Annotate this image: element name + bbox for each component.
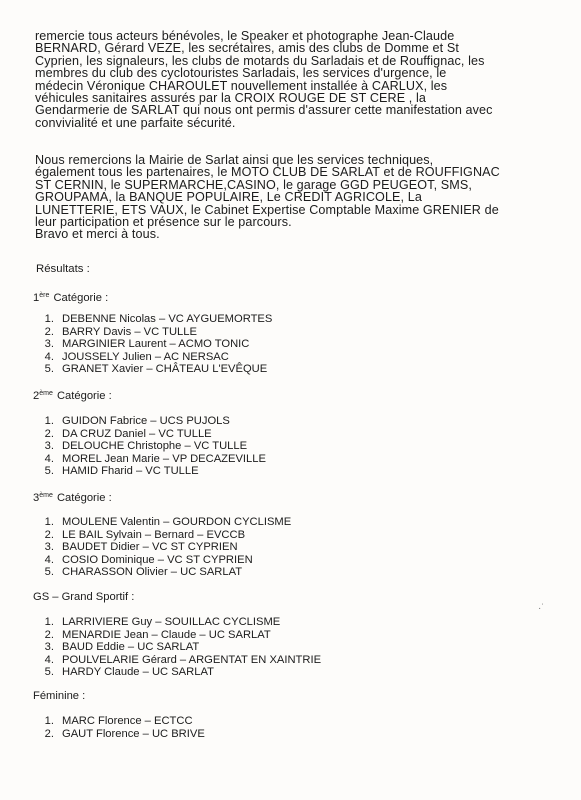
category-ordinal: ème (39, 492, 53, 499)
list-item (36, 338, 272, 351)
text-line: LUNETTERIE, ETS VAUX, le Cabinet Expertise Comptable Maxime GRENIER de (35, 202, 499, 217)
category-label: Catégorie : (53, 492, 112, 504)
list-item (36, 616, 321, 629)
rank-number: 5. (44, 566, 54, 579)
list-item (36, 428, 266, 441)
category-results-list (36, 715, 205, 740)
rider-entry: DEBENNE Nicolas – VC AYGUEMORTES (62, 313, 273, 325)
category-label: GS – Grand Sportif : (33, 591, 135, 603)
list-item (36, 351, 272, 364)
category-heading (33, 289, 108, 305)
text-line: Gendarmerie de SARLAT qui nous ont permis d'assurer cette manifestation avec (35, 103, 493, 118)
category-results-list (36, 616, 321, 679)
rider-entry: MENARDIE Jean – Claude – UC SARLAT (62, 628, 271, 641)
text-line: ST CERNIN, le SUPERMARCHE,CASINO, le garage GGD PEUGEOT, SMS, (35, 177, 472, 192)
rider-entry: MOREL Jean Marie – VP DECAZEVILLE (62, 452, 266, 465)
category-ordinal: ème (39, 390, 53, 397)
rider-entry: DELOUCHE Christophe – VC TULLE (62, 440, 248, 453)
rider-entry: GUIDON Fabrice – UCS PUJOLS (62, 415, 230, 427)
rider-entry: MOULENE Valentin – GOURDON CYCLISME (62, 516, 292, 528)
rank-number: 2. (44, 427, 54, 440)
rank-number: 3. (44, 541, 54, 554)
rider-entry: LE BAIL Sylvain – Bernard – EVCCB (62, 528, 246, 541)
list-item (36, 641, 321, 654)
partners-paragraph (35, 154, 555, 241)
rank-number: 5. (44, 666, 54, 679)
list-item (36, 541, 291, 554)
category-label: Catégorie : (53, 390, 112, 402)
rank-number: 1. (44, 415, 54, 427)
rider-entry: CHARASSON Olivier – UC SARLAT (62, 566, 243, 579)
rank-number: 5. (44, 465, 54, 478)
rank-number: 3. (44, 641, 54, 654)
category-ordinal: ère (39, 292, 50, 299)
rank-number: 2. (44, 628, 54, 641)
rider-entry: MARC Florence – ECTCC (62, 715, 193, 727)
list-item (36, 453, 266, 466)
category-results-list (36, 415, 266, 478)
rank-number: 4. (44, 653, 54, 666)
rank-number: 2. (44, 727, 54, 740)
rider-entry: GRANET Xavier – CHÂTEAU L'EVÊQUE (62, 363, 268, 376)
rider-entry: HARDY Claude – UC SARLAT (62, 666, 214, 679)
rider-entry: MARGINIER Laurent – ACMO TONIC (62, 338, 250, 351)
list-item (36, 313, 272, 326)
category-results-list (36, 516, 291, 579)
category-label: Catégorie : (50, 292, 109, 304)
list-item (36, 654, 321, 667)
category-heading (33, 387, 112, 403)
category-results-list (36, 313, 272, 376)
list-item (36, 440, 266, 453)
rank-number: 2. (44, 528, 54, 541)
rank-number: 3. (44, 338, 54, 351)
text-line: véhicules sanitaires assurés par la CROIX ROUGE DE ST CERE , la (35, 91, 427, 106)
category-heading (33, 591, 134, 604)
rider-entry: BAUD Eddie – UC SARLAT (62, 641, 200, 654)
rank-number: 1. (44, 516, 54, 528)
rider-entry: BAUDET Didier – VC ST CYPRIEN (62, 541, 238, 554)
rank-number: 4. (44, 452, 54, 465)
list-item (36, 566, 291, 579)
rider-entry: BARRY Davis – VC TULLE (62, 325, 197, 338)
rider-entry: GAUT Florence – UC BRIVE (62, 727, 205, 740)
list-item (36, 554, 291, 567)
text-line: Bravo et merci à tous. (35, 227, 160, 242)
list-item (36, 326, 272, 339)
text-line: GROUPAMA, la BANQUE POPULAIRE, Le CREDIT AGRICOLE, La (35, 190, 422, 205)
category-number: 2 (33, 390, 40, 402)
list-item (36, 629, 321, 642)
category-number: 3 (33, 492, 40, 504)
list-item (36, 465, 266, 478)
rank-number: 3. (44, 440, 54, 453)
rank-number: 1. (44, 616, 54, 628)
results-title: Résultats : (36, 263, 90, 275)
text-line: médecin Véronique CHAROULET nouvellement installée à CARLUX, les (35, 78, 448, 93)
rank-number: 1. (44, 715, 54, 727)
rider-entry: HAMID Fharid – VC TULLE (62, 465, 199, 478)
category-heading (33, 489, 112, 505)
list-item (36, 516, 291, 529)
list-item (36, 666, 321, 679)
rank-number: 4. (44, 553, 54, 566)
category-label: Féminine : (33, 690, 86, 702)
scan-speck: ·˙ (538, 603, 545, 614)
list-item (36, 715, 205, 728)
text-line: Cyprien, les signaleurs, les clubs de motards du Sarladais et de Rouffignac, les (35, 53, 485, 68)
rank-number: 5. (44, 363, 54, 376)
category-number: 1 (33, 292, 40, 304)
list-item (36, 529, 291, 542)
list-item (36, 415, 266, 428)
text-line: Nous remercions la Mairie de Sarlat ainsi que les services techniques, (35, 153, 434, 167)
rider-entry: JOUSSELY Julien – AC NERSAC (62, 350, 229, 363)
rank-number: 2. (44, 325, 54, 338)
text-line: convivialité et une parfaite sécurité. (35, 115, 236, 130)
text-line: BERNARD, Gérard VEZE, les secrétaires, amis des clubs de Domme et St (35, 41, 459, 56)
rank-number: 4. (44, 350, 54, 363)
thanks-paragraph (35, 30, 555, 129)
rider-entry: DA CRUZ Daniel – VC TULLE (62, 427, 212, 440)
rider-entry: LARRIVIERE Guy – SOUILLAC CYCLISME (62, 616, 281, 628)
rank-number: 1. (44, 313, 54, 325)
rider-entry: COSIO Dominique – VC ST CYPRIEN (62, 553, 253, 566)
text-line: également tous les partenaires, le MOTO CLUB DE SARLAT et de ROUFFIGNAC (35, 165, 500, 180)
text-line: membres du club des cyclotouristes Sarladais, les services d'urgence, le (35, 66, 447, 81)
list-item (36, 363, 272, 376)
category-heading (33, 690, 85, 703)
list-item (36, 728, 205, 741)
text-line: remercie tous acteurs bénévoles, le Speaker et photographe Jean-Claude (35, 29, 455, 43)
text-line: leur participation et présence sur le parcours. (35, 215, 292, 230)
rider-entry: POULVELARIE Gérard – ARGENTAT EN XAINTRIE (62, 653, 322, 666)
